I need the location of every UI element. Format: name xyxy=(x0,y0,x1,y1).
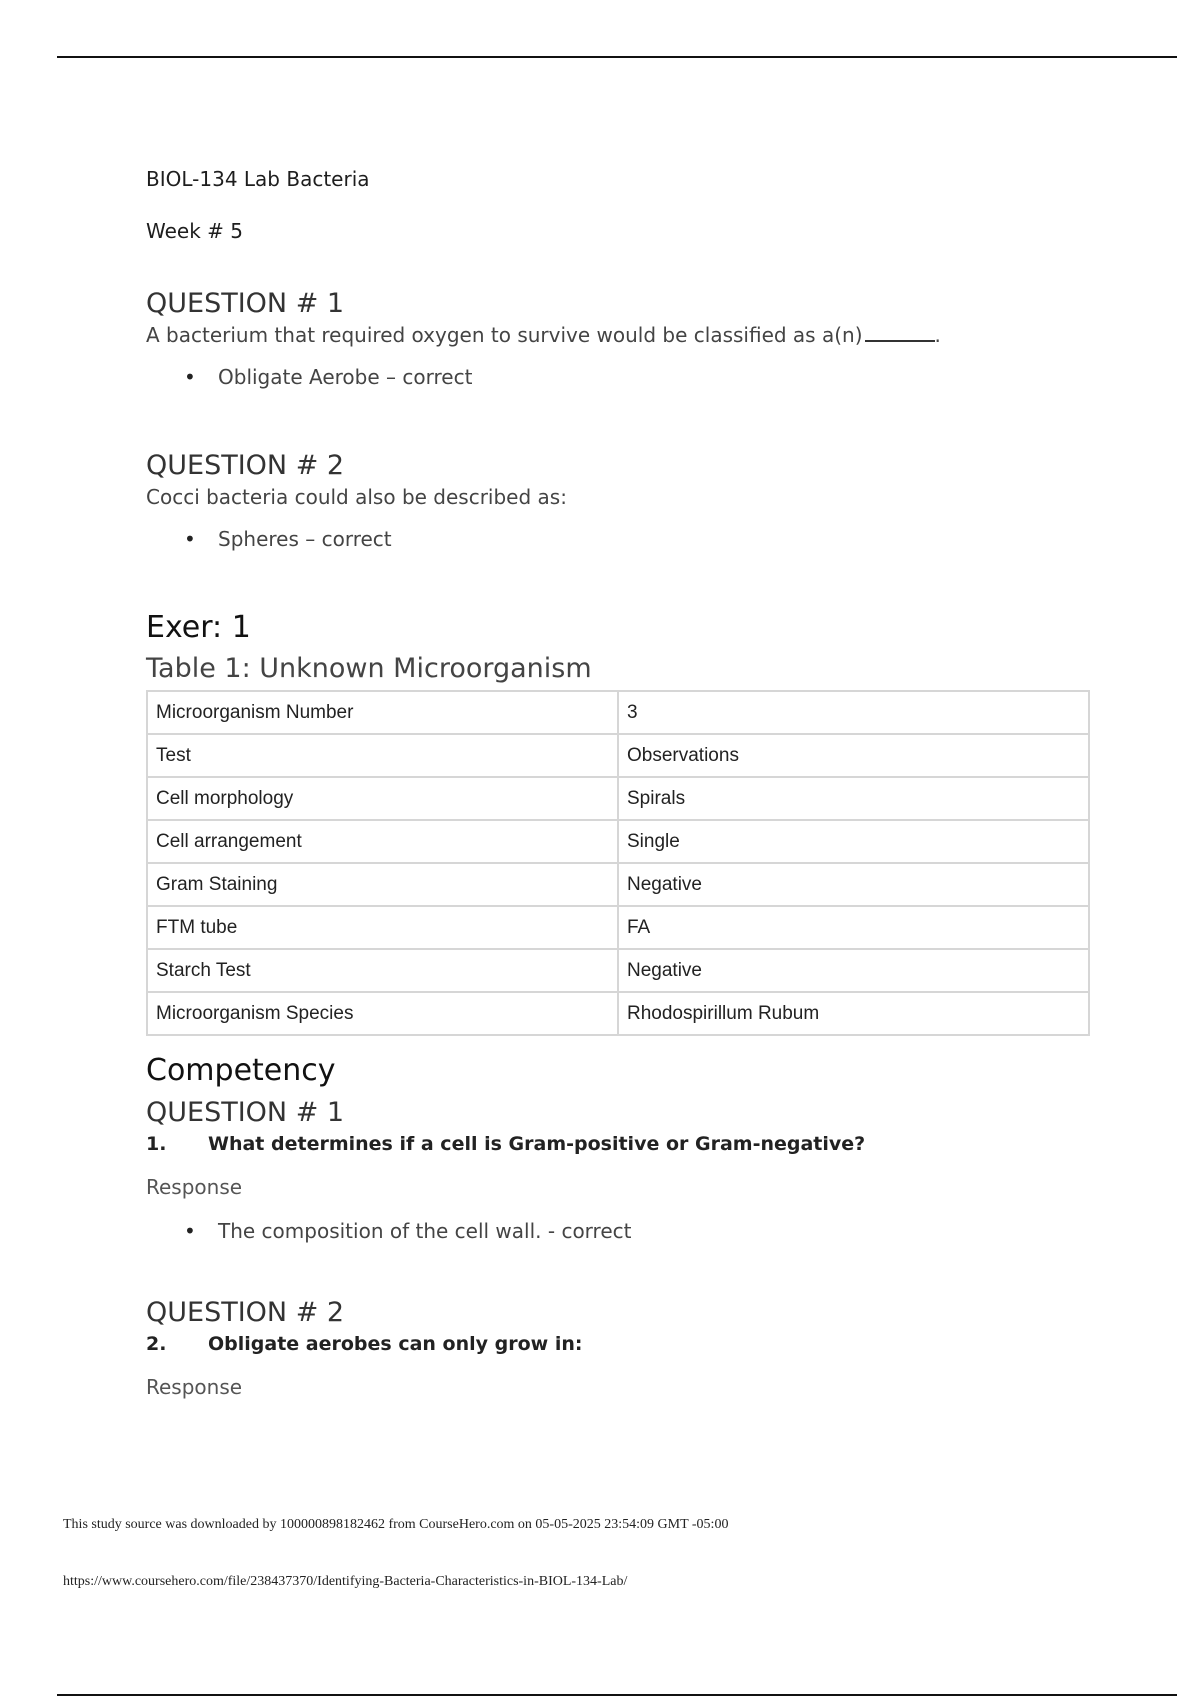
table-cell-value: Spirals xyxy=(618,777,1089,820)
table-row xyxy=(147,863,1089,906)
competency-question-1-heading: QUESTION # 1 xyxy=(146,1097,345,1128)
table-cell-label: FTM tube xyxy=(147,906,618,949)
question-2-answer xyxy=(184,527,392,551)
table-row xyxy=(147,992,1089,1035)
table-row xyxy=(147,949,1089,992)
table-cell-label: Cell morphology xyxy=(147,777,618,820)
table-cell-value: 3 xyxy=(618,691,1089,734)
question-number: 2. xyxy=(146,1333,167,1355)
table-cell-label: Microorganism Number xyxy=(147,691,618,734)
exercise-heading: Exer: 1 xyxy=(146,610,251,645)
question-prompt: Obligate aerobes can only grow in: xyxy=(208,1333,583,1355)
table-cell-value: Negative xyxy=(618,863,1089,906)
table-row xyxy=(147,691,1089,734)
table-cell-value: Negative xyxy=(618,949,1089,992)
bullet-icon: • xyxy=(184,365,196,389)
response-label: Response xyxy=(146,1175,243,1199)
table-cell-label: Microorganism Species xyxy=(147,992,618,1035)
table-cell-label: Gram Staining xyxy=(147,863,618,906)
competency-question-1-answer xyxy=(184,1219,631,1243)
competency-question-1-text xyxy=(146,1133,865,1155)
source-url[interactable]: https://www.coursehero.com/file/238437370/Identifying-Bacteria-Characteristics-in-BIOL-134-Lab/ xyxy=(63,1574,628,1589)
download-note: This study source was downloaded by 100000898182462 from CourseHero.com on 05-05-2025 23:54:09 GMT -05:00 xyxy=(63,1517,729,1532)
answer-blank xyxy=(865,339,935,342)
competency-question-2-text xyxy=(146,1333,582,1355)
question-1-text xyxy=(146,323,941,347)
top-rule xyxy=(57,56,1177,58)
question-2-answer-text: Spheres – correct xyxy=(218,527,392,551)
question-1-end: . xyxy=(934,323,941,347)
question-2-text: Cocci bacteria could also be described as: xyxy=(146,485,567,509)
bottom-rule xyxy=(57,1694,1177,1696)
table-cell-value: Observations xyxy=(618,734,1089,777)
question-1-answer-text: Obligate Aerobe – correct xyxy=(218,365,473,389)
bullet-icon: • xyxy=(184,1219,196,1243)
table-cell-label: Test xyxy=(147,734,618,777)
bullet-icon: • xyxy=(184,527,196,551)
table-caption: Table 1: Unknown Microorganism xyxy=(146,653,592,684)
question-1-prompt: A bacterium that required oxygen to survive would be classified as a(n) xyxy=(146,323,863,347)
question-number: 1. xyxy=(146,1133,167,1155)
table-row xyxy=(147,820,1089,863)
competency-question-1-answer-text: The composition of the cell wall. - correct xyxy=(218,1219,632,1243)
table-row xyxy=(147,777,1089,820)
table-cell-value: Rhodospirillum Rubum xyxy=(618,992,1089,1035)
course-title: BIOL-134 Lab Bacteria xyxy=(146,167,370,191)
table-cell-label: Starch Test xyxy=(147,949,618,992)
microorganism-table xyxy=(146,690,1090,1036)
table-row xyxy=(147,734,1089,777)
response-label: Response xyxy=(146,1375,243,1399)
question-2-heading: QUESTION # 2 xyxy=(146,450,345,481)
table-cell-label: Cell arrangement xyxy=(147,820,618,863)
week-label: Week # 5 xyxy=(146,219,243,243)
table-row xyxy=(147,906,1089,949)
table-cell-value: Single xyxy=(618,820,1089,863)
question-1-heading: QUESTION # 1 xyxy=(146,288,345,319)
competency-question-2-heading: QUESTION # 2 xyxy=(146,1297,345,1328)
question-1-answer xyxy=(184,365,472,389)
question-prompt: What determines if a cell is Gram-positive or Gram-negative? xyxy=(208,1133,866,1155)
competency-heading: Competency xyxy=(146,1053,336,1088)
table-cell-value: FA xyxy=(618,906,1089,949)
